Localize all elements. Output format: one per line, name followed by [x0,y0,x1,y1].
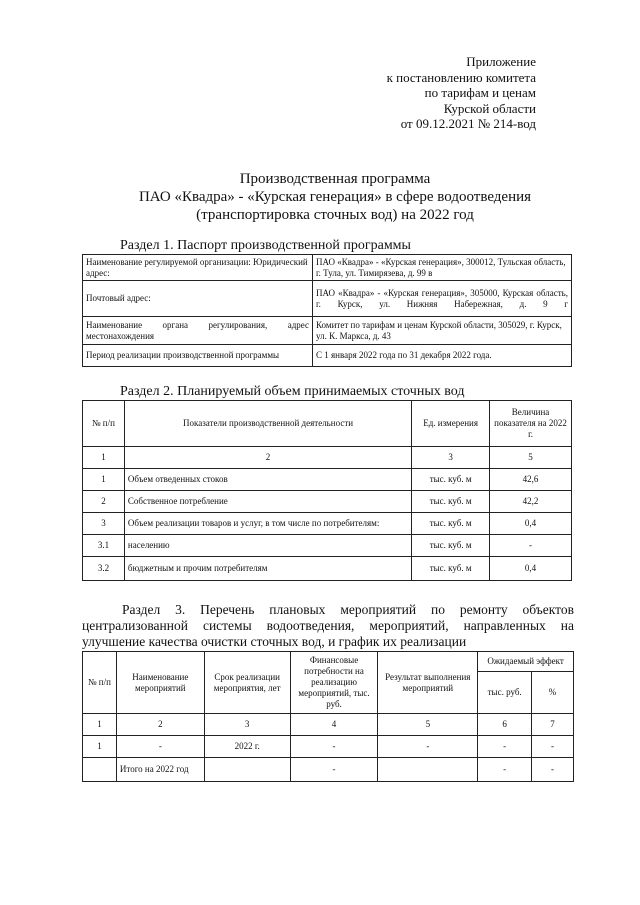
table-cell: 3.2 [83,557,125,581]
table-cell: 7 [532,714,574,736]
index-row [83,447,572,469]
table-cell: 5 [490,447,572,469]
table-cell: бюджетным и прочим потребителям [124,557,411,581]
passport-table [82,254,572,367]
table-cell: 0,4 [490,557,572,581]
appendix-block [387,54,536,132]
section3-heading-line: улучшение качества очистки сточных вод, и график их реализации [82,634,467,649]
table-cell: 1 [83,447,125,469]
index-row [83,714,574,736]
table-cell: - [478,758,532,782]
table-cell: Почтовый адрес: [83,281,313,317]
table-row [83,317,572,345]
document-title [100,170,570,224]
section3-heading-line: централизованной системы водоотведения, мероприятий, направленных на [82,618,574,633]
header-cell: № п/п [83,652,117,714]
section3-heading-line: Раздел 3. Перечень плановых мероприятий по ремонту объектов [122,602,574,617]
appendix-line: Курской области [443,100,536,116]
table-cell: Комитет по тарифам и ценам Курской области, 305029, г. Курск, ул. К. Маркса, д. 43 [313,317,572,345]
table-cell: 1 [83,469,125,491]
table-cell: - [532,758,574,782]
table-cell: 0,4 [490,513,572,535]
appendix-line: по тарифам и ценам [424,85,536,100]
table-cell: 42,6 [490,469,572,491]
section3-heading [82,602,574,650]
table-cell: 3 [83,513,125,535]
table-cell: - [478,736,532,758]
table-cell: тыс. куб. м [412,513,490,535]
total-row [83,758,574,782]
table-cell: населению [124,535,411,557]
table-cell: Наименование органа регулирования, адрес местонахождения [83,317,313,345]
header-cell: Показатели производственной деятельности [124,401,411,447]
appendix-line: Приложение [466,54,536,69]
table-header-row [83,652,574,672]
table-cell: тыс. куб. м [412,535,490,557]
table-cell: - [116,736,204,758]
table-cell: Объем реализации товаров и услуг, в том числе по потребителям: [124,513,411,535]
header-cell: Результат выполнения мероприятий [378,652,478,714]
volume-table [82,400,572,581]
header-cell: Ед. измерения [412,401,490,447]
table-cell: - [378,736,478,758]
table-cell: Период реализации производственной программы [83,345,313,367]
section2-heading: Раздел 2. Планируемый объем принимаемых сточных вод [120,384,465,399]
table-cell: ПАО «Квадра» - «Курская генерация», 300012, Тульская область, г. Тула, ул. Тимирязева, д. 99 в [313,255,572,281]
table-cell: 1 [83,714,117,736]
table-row [83,557,572,581]
table-row [83,513,572,535]
table-cell: тыс. куб. м [412,557,490,581]
header-cell: тыс. руб. [478,672,532,714]
table-cell: - [532,736,574,758]
table-cell: - [490,535,572,557]
table-header-row [83,401,572,447]
table-cell: С 1 января 2022 года по 31 декабря 2022 года. [313,345,572,367]
table-cell: Собственное потребление [124,491,411,513]
table-cell: - [290,736,378,758]
table-row [83,281,572,317]
header-cell: № п/п [83,401,125,447]
table-row [83,736,574,758]
table-cell: 5 [378,714,478,736]
header-cell: % [532,672,574,714]
measures-table [82,651,574,782]
table-cell: 4 [290,714,378,736]
table-row [83,535,572,557]
table-cell: 2 [83,491,125,513]
appendix-line: к постановлению комитета [386,69,536,85]
table-cell: 2022 г. [204,736,290,758]
table-row [83,469,572,491]
table-cell: ПАО «Квадра» - «Курская генерация», 305000, Курская область, г. Курск, ул. Нижняя Набережная, д. 9 г [313,281,572,317]
table-cell [83,758,117,782]
appendix-line: от 09.12.2021 № 214-вод [400,116,536,131]
table-row [83,255,572,281]
table-cell: Объем отведенных стоков [124,469,411,491]
table-cell: Наименование регулируемой организации: Юридический адрес: [83,255,313,281]
table-cell: 42,2 [490,491,572,513]
title-line: (транспортировка сточных вод) на 2022 год [196,207,474,223]
table-cell: 2 [124,447,411,469]
header-cell: Ожидаемый эффект [478,652,574,672]
table-cell: тыс. куб. м [412,491,490,513]
table-cell: Итого на 2022 год [116,758,204,782]
table-cell [204,758,290,782]
section1-heading: Раздел 1. Паспорт производственной программы [120,238,411,253]
table-cell: 3 [412,447,490,469]
title-line: Производственная программа [239,171,431,187]
table-cell [378,758,478,782]
header-cell: Величина показателя на 2022 г. [490,401,572,447]
title-line: ПАО «Квадра» - «Курская генерация» в сфере водоотведения [138,189,532,205]
header-cell: Срок реализации мероприятия, лет [204,652,290,714]
table-cell: 3.1 [83,535,125,557]
header-cell: Наименование мероприятий [116,652,204,714]
table-cell: 3 [204,714,290,736]
table-row [83,491,572,513]
table-row [83,345,572,367]
table-cell: - [290,758,378,782]
header-cell: Финансовые потребности на реализацию мероприятий, тыс. руб. [290,652,378,714]
table-cell: 1 [83,736,117,758]
table-cell: 6 [478,714,532,736]
table-cell: тыс. куб. м [412,469,490,491]
table-cell: 2 [116,714,204,736]
